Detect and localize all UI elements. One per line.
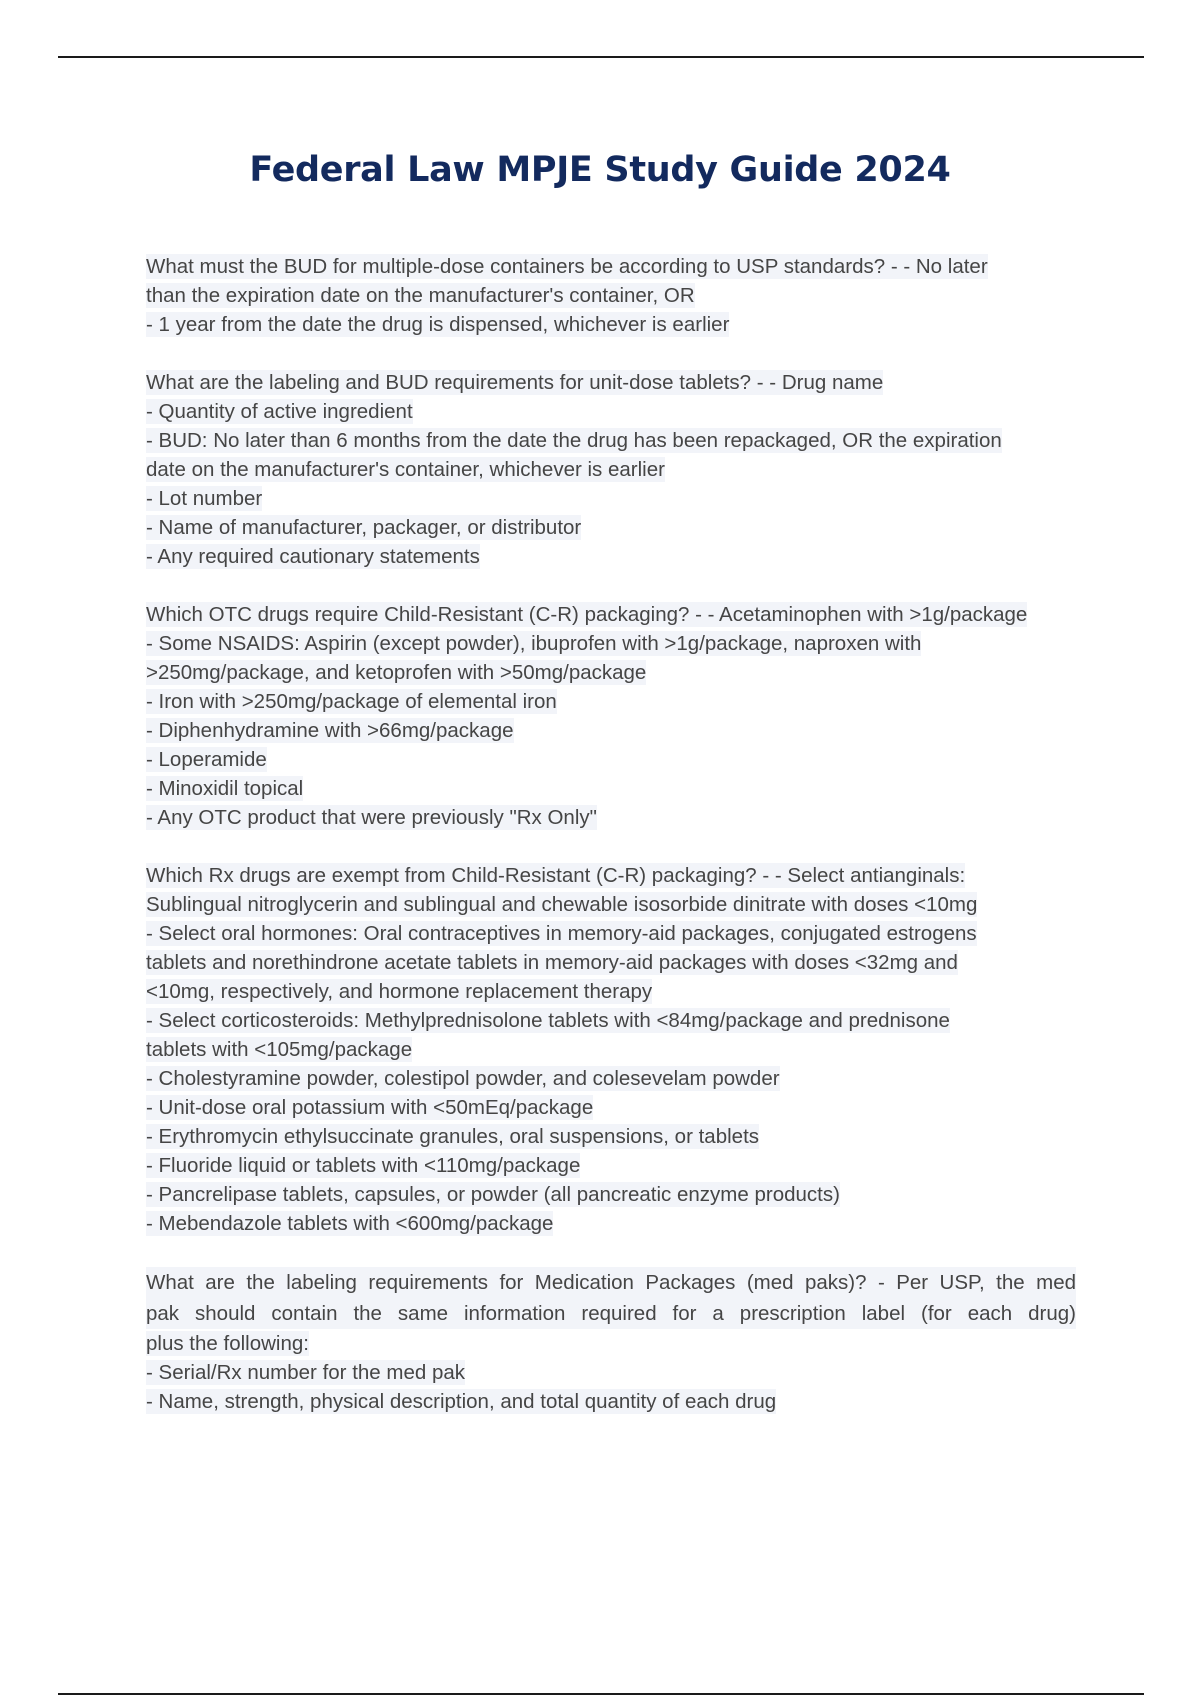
text-line: - Any required cautionary statements xyxy=(146,545,480,568)
text-line: than the expiration date on the manufacturer's container, OR xyxy=(146,284,695,307)
text-line: - Mebendazole tablets with <600mg/package xyxy=(146,1212,554,1235)
text-line: >250mg/package, and ketoprofen with >50mg/package xyxy=(146,661,647,684)
text-line: - Select corticosteroids: Methylprednisolone tablets with <84mg/package and prednisone xyxy=(146,1009,950,1032)
text-line: What are the labeling and BUD requirements for unit-dose tablets? - - Drug name xyxy=(146,371,884,394)
footer-rule xyxy=(58,1693,1144,1695)
text-line: What are the labeling requirements for Medication Packages (med paks)? - Per USP, the med xyxy=(146,1267,1076,1298)
text-line: - BUD: No later than 6 months from the date the drug has been repackaged, OR the expiration xyxy=(146,429,1002,452)
text-line: Which OTC drugs require Child-Resistant (C-R) packaging? - - Acetaminophen with >1g/package xyxy=(146,603,1028,626)
text-line: <10mg, respectively, and hormone replacement therapy xyxy=(146,980,653,1003)
document-title: Federal Law MPJE Study Guide 2024 xyxy=(249,150,951,190)
qa-block-rx-exempt xyxy=(146,861,1076,1238)
header-rule xyxy=(58,56,1144,58)
text-line: Which Rx drugs are exempt from Child-Resistant (C-R) packaging? - - Select antianginals: xyxy=(146,864,966,887)
text-line: - Select oral hormones: Oral contraceptives in memory-aid packages, conjugated estrogens xyxy=(146,922,977,945)
qa-block-otc-child-resistant xyxy=(146,600,1076,832)
text-line: - Erythromycin ethylsuccinate granules, oral suspensions, or tablets xyxy=(146,1125,760,1148)
text-line: - Some NSAIDS: Aspirin (except powder), ibuprofen with >1g/package, naproxen with xyxy=(146,632,922,655)
text-line: - Fluoride liquid or tablets with <110mg/package xyxy=(146,1154,581,1177)
text-line: - Loperamide xyxy=(146,748,267,771)
text-line: tablets and norethindrone acetate tablets in memory-aid packages with doses <32mg and xyxy=(146,951,958,974)
text-line: - Unit-dose oral potassium with <50mEq/package xyxy=(146,1096,594,1119)
text-line: Sublingual nitroglycerin and sublingual and chewable isosorbide dinitrate with doses <10mg xyxy=(146,893,978,916)
text-line: date on the manufacturer's container, whichever is earlier xyxy=(146,458,665,481)
text-line: - Serial/Rx number for the med pak xyxy=(146,1361,466,1384)
text-line: tablets with <105mg/package xyxy=(146,1038,413,1061)
text-line: plus the following: xyxy=(146,1332,309,1355)
document-body xyxy=(146,252,1076,1445)
text-line: - Name, strength, physical description, and total quantity of each drug xyxy=(146,1390,777,1413)
qa-block-multiple-dose-bud xyxy=(146,252,1076,339)
text-line: - Quantity of active ingredient xyxy=(146,400,413,423)
text-line: What must the BUD for multiple-dose containers be according to USP standards? - - No later xyxy=(146,255,988,278)
text-line: - Lot number xyxy=(146,487,263,510)
text-line: pak should contain the same information required for a prescription label (for each drug) xyxy=(146,1298,1076,1329)
text-line: - Any OTC product that were previously "Rx Only" xyxy=(146,806,597,829)
text-line: - Pancrelipase tablets, capsules, or powder (all pancreatic enzyme products) xyxy=(146,1183,840,1206)
text-line: - 1 year from the date the drug is dispensed, whichever is earlier xyxy=(146,313,730,336)
text-line: - Minoxidil topical xyxy=(146,777,304,800)
qa-block-unit-dose-labeling xyxy=(146,368,1076,571)
text-line: - Name of manufacturer, packager, or distributor xyxy=(146,516,582,539)
text-line: - Diphenhydramine with >66mg/package xyxy=(146,719,514,742)
text-line: - Cholestyramine powder, colestipol powder, and colesevelam powder xyxy=(146,1067,780,1090)
qa-block-med-pak-labeling xyxy=(146,1267,1076,1416)
text-line: - Iron with >250mg/package of elemental iron xyxy=(146,690,557,713)
